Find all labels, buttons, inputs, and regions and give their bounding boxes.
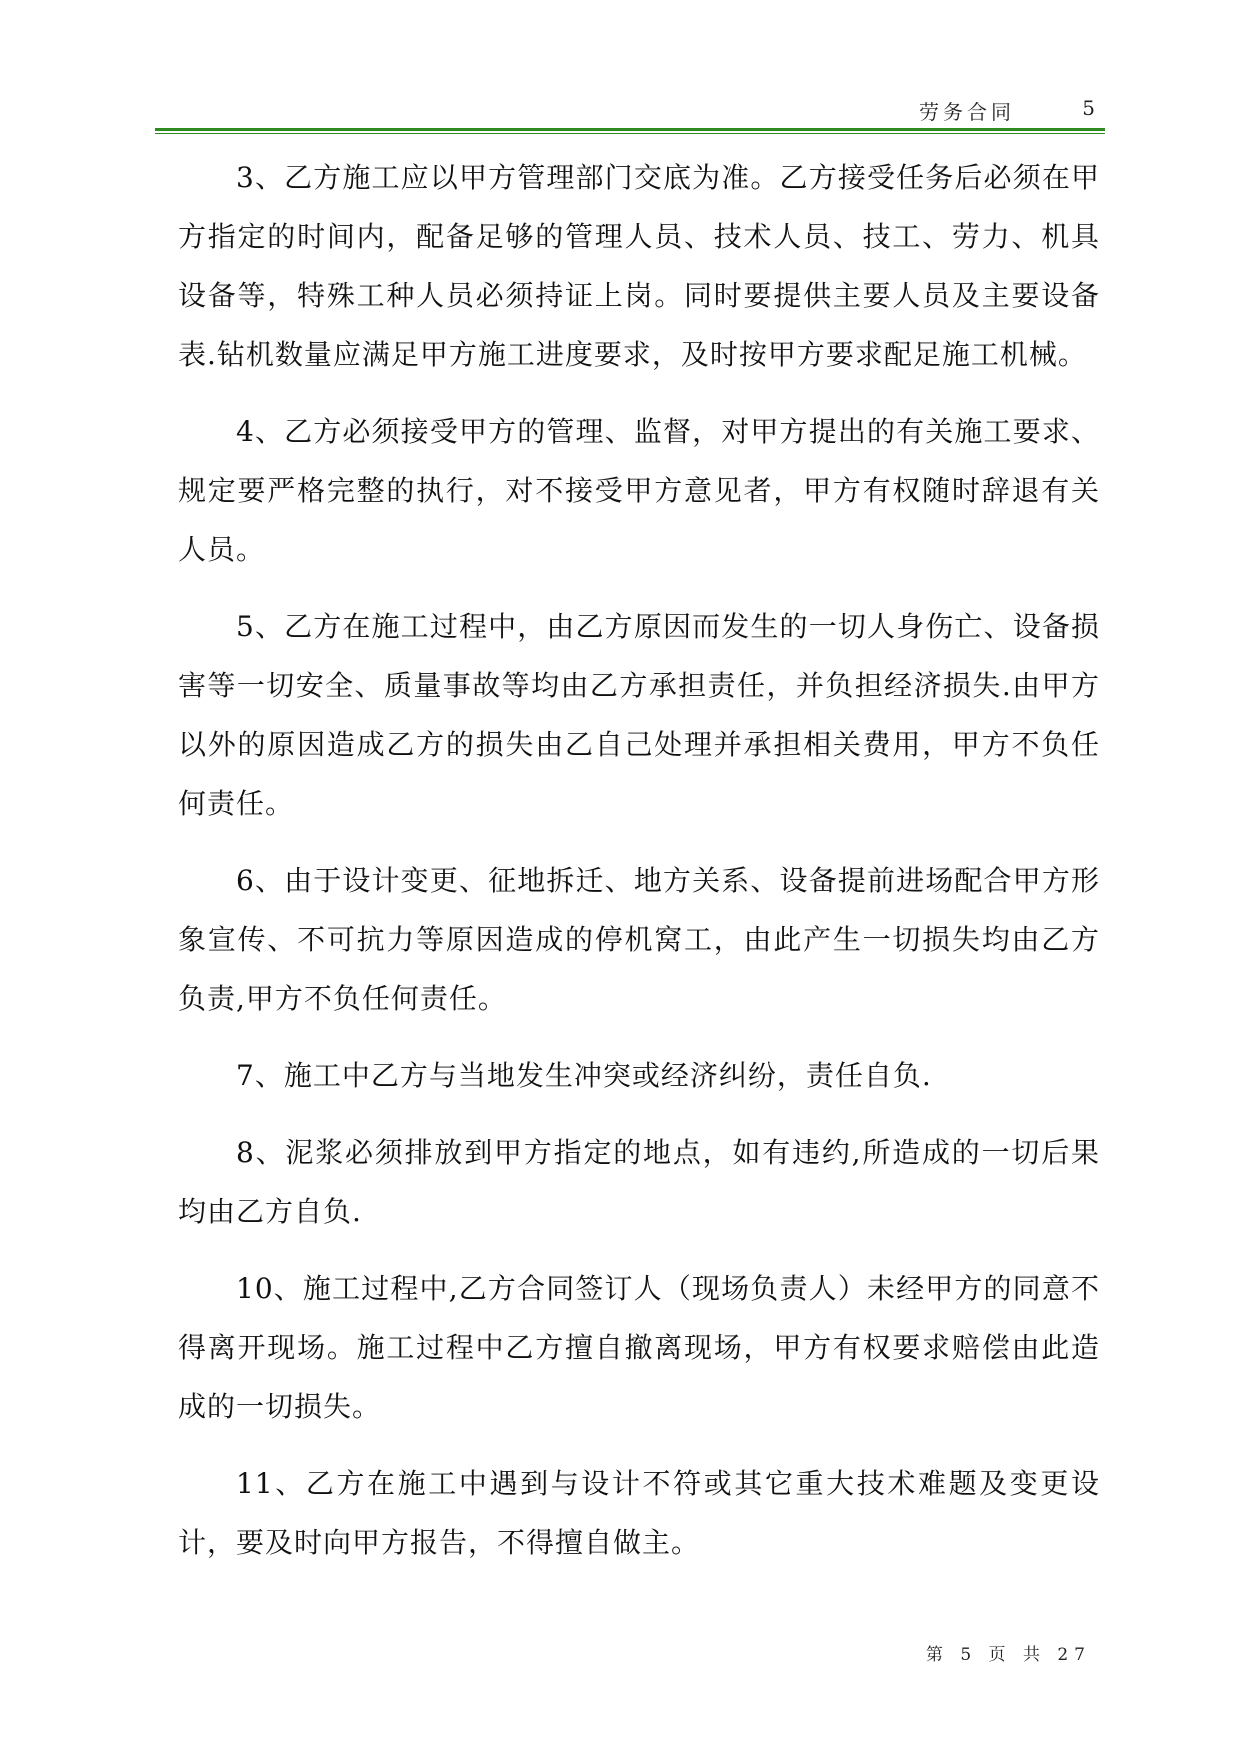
page-header <box>155 96 1105 128</box>
header-page-number: 5 <box>1082 96 1095 120</box>
clause-7: 7、施工中乙方与当地发生冲突或经济纠纷，责任自负. <box>236 1059 932 1092</box>
document-body <box>178 148 1100 1590</box>
clause-6: 6、由于设计变更、征地拆迁、地方关系、设备提前进场配合甲方形象宣传、不可抗力等原因造成的停机窝工，由此产生一切损失均由乙方负责,甲方不负任何责任。 <box>178 864 1100 1015</box>
clause-11: 11、乙方在施工中遇到与设计不符或其它重大技术难题及变更设计，要及时向甲方报告，不得擅自做主。 <box>178 1467 1100 1559</box>
page-footer: 第 5 页 共 27 <box>925 1645 1091 1665</box>
clause-5: 5、乙方在施工过程中，由乙方原因而发生的一切人身伤亡、设备损害等一切安全、质量事故等均由乙方承担责任，并负担经济损失.由甲方以外的原因造成乙方的损失由乙自己处理并承担相关费用，甲方不负任何责任。 <box>178 610 1100 820</box>
clause-8: 8、泥浆必须排放到甲方指定的地点，如有违约,所造成的一切后果均由乙方自负. <box>178 1136 1100 1228</box>
header-divider <box>155 128 1105 134</box>
clause-4: 4、乙方必须接受甲方的管理、监督，对甲方提出的有关施工要求、规定要严格完整的执行，对不接受甲方意见者，甲方有权随时辞退有关人员。 <box>178 415 1100 566</box>
clause-10: 10、施工过程中,乙方合同签订人（现场负责人）未经甲方的同意不得离开现场。施工过程中乙方擅自撤离现场，甲方有权要求赔偿由此造成的一切损失。 <box>178 1272 1100 1423</box>
clause-3: 3、乙方施工应以甲方管理部门交底为准。乙方接受任务后必须在甲方指定的时间内，配备足够的管理人员、技术人员、技工、劳力、机具设备等，特殊工种人员必须持证上岗。同时要提供主要人员及主要设备表.钻机数量应满足甲方施工进度要求，及时按甲方要求配足施工机械。 <box>178 161 1100 371</box>
header-title: 劳务合同 <box>919 100 1015 124</box>
